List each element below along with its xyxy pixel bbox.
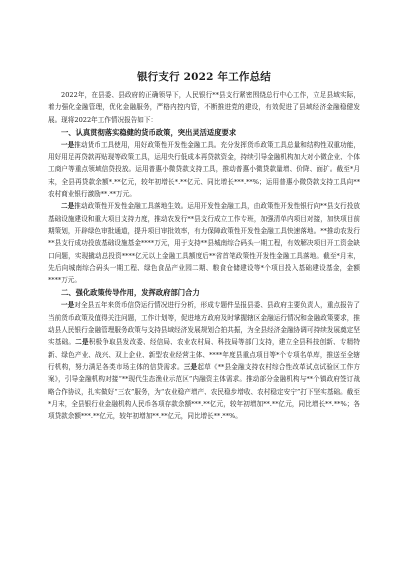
paragraph-lead: 一是 [61,301,75,310]
paragraph-lead: 一是 [61,140,75,149]
paragraph-text: 推动货币工具使用，用好政策性开发性金融工具。充分发挥货币政策工具总量和结构性双重功能，用好用足再贷款再贴现等政策工具，运用央行低成本再贷款资金，持续引导金融机构加大对小微企业、个体工商户等重点领域信贷投放。运用普惠小微贷款支持工具，推动普惠小微贷款量增、价降、面扩。截至*月末，全县再贷款余额*.**亿元，较年初增长*.**亿元、同比增长***.**%；运用普惠小微贷款支持工具向**农村商业银行激励**.**万元。 [48,140,361,199]
paragraph-text: 推动政策性开发性金融工具落地生效。运用开发性金融工具，由政策性开发性银行向**县支行投放基础设施建设和重大项目支持力度，推动农发行**县支行成立工作专班，加强清单内项目对接，加快项目前期策划，开辟绿色审批通道，提升项目审批效率，有力保障政策性开发性金融工具快速落地。**推动农发行**县支行成功投放基础设施基金****万元，用于支持**县城南综合码头一期工程，有效解决项目开工资金缺口问题，实现撬动总投资****亿元以上金融工具额度后**省首笔政策性开发性金融工具落地。截至*月末，先后向城南综合码头一期工程、绿色食品产业园二期、粮食仓储建设等*个项目投入基础建设基金，金额****万元。 [48,202,361,285]
paragraph-text: 积极争取县发改委、经信局、农业农村局、科技局等部门支持，建立全县科技创新、专精特新、绿色产业、战兴、双上企业、新型农业经营主体、****年度县重点项目等*个专项名单库，推送至全辖行机构，努力满足各类市场主体的信贷需求。 [48,338,361,371]
document-body [48,89,360,422]
intro-paragraph: 2022年，在县委、县政府的正确领导下，人民银行**县支行紧密围绕总行中心工作，立足县域实际，着力强化金融管理，优化金融服务，严格内控内管，不断推进党的建设，有效促进了县域经济金融稳健发展。现将2022年工作情况报告如下： [48,91,360,124]
paragraph-lead: 二是 [61,202,75,211]
section-1-paragraph-1 [48,139,360,200]
paragraph-lead: 三是 [183,362,198,371]
paragraph-text: 对全县五年来货币信贷运行情况进行分析，形成专题件呈报县委、县政府主要负责人，重点报告了当前货币政策及值得关注问题，工作计划等，促进地方政府及时掌握辖区金融运行情况和金融政策要求，推动县人民银行金融管理服务政策与支持县域经济发展规划合拍共振，为全县经济金融协调可持续发展奠定坚实基础。 [48,301,361,347]
section-2-paragraph-1 [48,299,360,422]
section-2-heading: 二、强化政策传导作用，发挥政府部门合力 [61,288,200,298]
paragraph-lead: 二是 [75,338,89,347]
document-title: 银行支行 2022 年工作总结 [136,71,272,83]
section-1-heading: 一、认真贯彻落实稳健的货币政策，突出灵活适度要求 [61,127,237,137]
paragraph-text: 起草《**县金融支持农村综合性改革试点试验区工作方案》，引导金融机构对接“**现代生态渔业示范区”内融资主体需求。推动部分金融机构与**个镇政府签订战略合作协议，扎实做好“三农”服务，为“农业稳产增产、农民稳步增收、农村稳定安宁”打下坚实基础。截至*月末，全县银行业金融机构人民币各项存款余额***.**亿元，较年初增加**.**亿元，同比增长**.**%；各项贷款余额***.**亿元，较年初增加**.**亿元，同比增长**.**%。 [48,362,361,421]
section-1-paragraph-2 [48,200,360,286]
